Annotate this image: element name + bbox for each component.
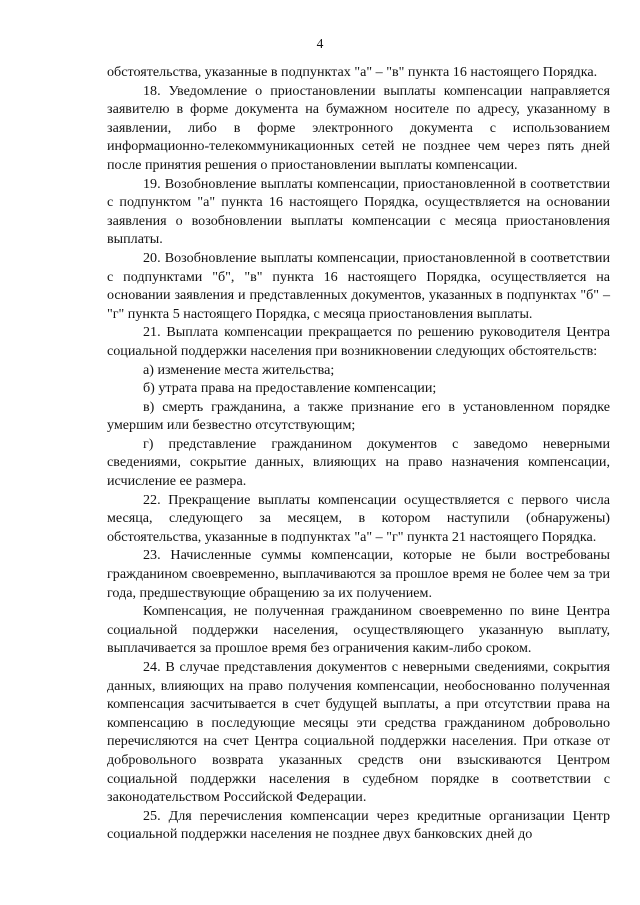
paragraph-25: 25. Для перечисления компенсации через кредитные организации Центр социальной поддержки населения не позднее двух банковских дней до <box>107 807 610 843</box>
page-number: 4 <box>316 36 324 51</box>
paragraph-21-item-g: г) представление гражданином документов с заведомо неверными сведениями, сокрытие данных, влияющих на право назначения компенсации, исчисление ее размера. <box>107 435 610 490</box>
paragraph-23: 23. Начисленные суммы компенсации, которые не были востребованы гражданином своевременно, выплачиваются за прошлое время не более чем за три года, предшествующие обращению за их получением. <box>107 547 610 601</box>
paragraph-21-item-v: в) смерть гражданина, а также признание его в установленном порядке умершим или безвестно отсутствующим; <box>107 398 610 434</box>
paragraph-22: 22. Прекращение выплаты компенсации осуществляется с первого числа месяца, следующего за месяцем, в котором наступили (обнаружены) обстоятельства, указанные в подпунктах "а" – "г" пункта 21 настоящего Порядка. <box>107 491 610 545</box>
paragraph-21-item-a: а) изменение места жительства; <box>143 361 335 378</box>
paragraph-19: 19. Возобновление выплаты компенсации, приостановленной в соответствии с подпунктом "а" пункта 16 настоящего Порядка, осуществляется на основании заявления о возобновлении выплаты компенсации с месяца приостановления выплаты. <box>107 175 610 248</box>
paragraph-23-part-2: Компенсация, не полученная гражданином своевременно по вине Центра социальной поддержки населения, осуществляющего указанную выплату, выплачивается за прошлое время без ограничения каким-либо сроком. <box>107 603 610 657</box>
paragraph-24: 24. В случае представления документов с неверными сведениями, сокрытия данных, влияющих на право получения компенсации, необоснованно полученная компенсация засчитывается в счет будущей выплаты, а при отсутствии права на компенсацию в последующие месяцы эти средства гражданином добровольно перечисляются на счет Центра социальной поддержки населения. При отказе от добровольного возврата указанных средств они взыскиваются Центром социальной поддержки населения в судебном порядке в соответствии с законодательством Российской Федерации. <box>107 659 610 806</box>
document-body <box>107 63 610 844</box>
paragraph-21: 21. Выплата компенсации прекращается по решению руководителя Центра социальной поддержки населения при возникновении следующих обстоятельств: <box>107 324 610 359</box>
paragraph-continuation: обстоятельства, указанные в подпунктах "а" – "в" пункта 16 настоящего Порядка. <box>107 64 598 80</box>
paragraph-18: 18. Уведомление о приостановлении выплаты компенсации направляется заявителю в форме документа на бумажном носителе по адресу, указанному в заявлении, либо в форме электронного документа с использованием информационно-телекоммуникационных сетей не позднее чем через пять дней после принятия решения о приостановлении выплаты компенсации. <box>107 82 610 173</box>
paragraph-21-item-b: б) утрата права на предоставление компенсации; <box>143 380 437 397</box>
paragraph-20: 20. Возобновление выплаты компенсации, приостановленной в соответствии с подпунктами "б", "в" пункта 16 настоящего Порядка, осуществляется на основании заявления и представленных документов, указанных в подпунктах "б" – "г" пункта 5 настоящего Порядка, с месяца приостановления выплаты. <box>107 249 610 322</box>
